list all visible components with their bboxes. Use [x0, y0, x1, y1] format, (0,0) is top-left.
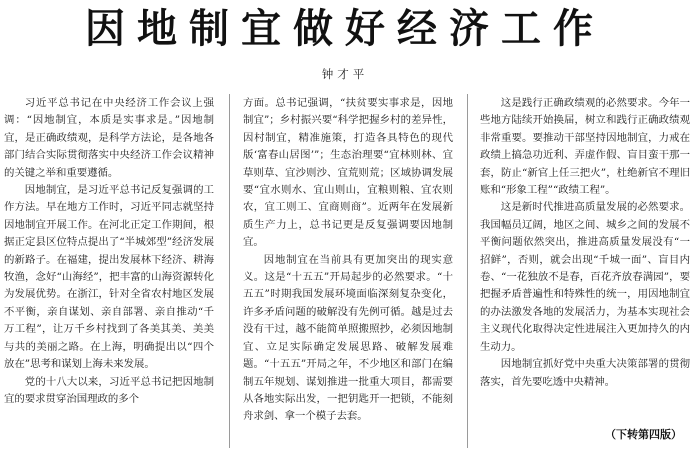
paragraph: 因地制宜在当前具有更加突出的现实意义。这是“十五五”开局起步的必然要求。“十五五”时期我国发展环境面临深刻复杂变化，许多矛盾问题的破解没有先例可循。越是过去没有干过，越不能简单照搬照抄，必须因地制宜、立足实际确定发展思路、破解发展难题。“十五五”开局之年，不少地区和部门在编制五年规划、谋划推进一批重大项目，都需要从各地实际出发，一把钥匙开一把锁，不能刻舟求剑、拿一个模子去套。 [243, 253, 453, 423]
headline: 因地制宜做好经济工作 [85, 6, 605, 52]
continuation-note: （下转第四版） [605, 428, 682, 441]
paragraph: 因地制宜抓好党中央重大决策部署的贯彻落实，首先要吃透中央精神。 [480, 358, 690, 388]
article-column-3 [480, 95, 690, 447]
paragraph: 习近平总书记在中央经济工作会议上强调：“因地制宜，本质是实事求是。”因地制宜，是正确政绩观，是科学方法论，是各地各部门结合实际贯彻落实中央经济工作会议精神的关键之举和重要遵循。 [4, 97, 214, 179]
byline: 钟才平 [321, 67, 369, 81]
paragraph: 这是新时代推进高质量发展的必然要求。我国幅员辽阔，地区之间、城乡之间的发展不平衡问题依然突出，推进高质量发展没有“一招鲜”，否则，就会出现“千城一面”、盲目内卷、“一花独放不是春，百花齐放春满园”，要把握矛盾普遍性和特殊性的统一，用因地制宜的办法激发各地的发展活力，为基本实现社会主义现代化取得决定性进展注入更加持久的内生动力。 [480, 201, 690, 353]
column-divider [229, 94, 230, 448]
paragraph-continued: 方面。总书记强调，“扶贫要实事求是，因地制宜”；乡村振兴要“科学把握乡村的差异性，因村制宜，精准施策，打造各具特色的现代版‘富春山居图’”；生态治理要“宜林则林、宜草则草、宜沙则沙、宜荒则荒；区域协调发展要“宜水则水、宜山则山，宜粮则粮、宜农则农，宜工则工、宜商则商”。近两年在发展新质生产力上，总书记更是反复强调要因地制宜。 [243, 97, 453, 249]
article-column-1 [4, 95, 214, 447]
paragraph: 这是践行正确政绩观的必然要求。今年一些地方陆续开始换届，树立和践行正确政绩观非常重要。要推动干部坚持因地制宜，力戒在政绩上搞急功近利、弄虚作假、盲目蛮干那一套，防止“新官上任三把火”，杜绝新官不理旧账和“形象工程”“政绩工程”。 [480, 97, 690, 197]
paragraph: 党的十八大以来，习近平总书记把因地制宜的要求贯穿治国理政的多个 [4, 375, 214, 405]
column-divider [467, 94, 468, 448]
article-column-2 [243, 95, 453, 447]
paragraph: 因地制宜，是习近平总书记反复强调的工作方法。早在地方工作时，习近平同志就坚持因地制宜开展工作。在河北正定工作期间，根据正定县区位特点提出了“半城郊型”经济发展的新路子。在福建，提出发展林下经济、耕海牧渔，念好“山海经”，把丰富的山海资源转化为发展优势。在浙江，针对全省农村地区发展不平衡，亲自谋划、亲自部署、亲自推动“千万工程”，让万千乡村找到了各美其美、美美与共的美丽之路。在上海，明确提出以“四个放在”思考和谋划上海未来发展。 [4, 184, 214, 371]
